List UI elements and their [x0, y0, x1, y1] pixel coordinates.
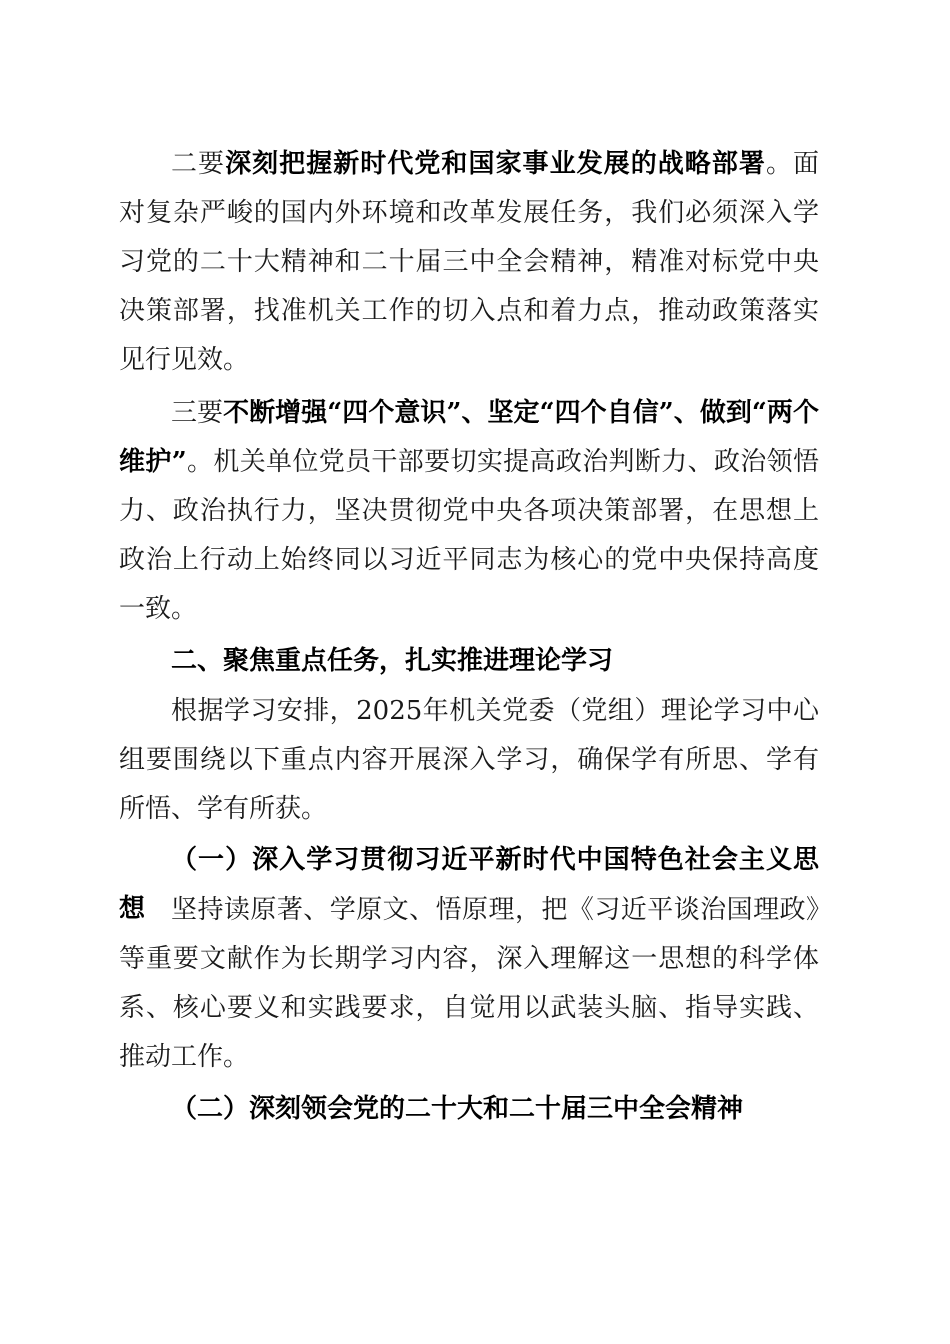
section-heading-2: 二、聚焦重点任务，扎实推进理论学习 [171, 646, 614, 676]
paragraph-strategic-deployment [119, 140, 819, 385]
subsection-heading-2: （二）深刻领会党的二十大和二十届三中全会精神 [171, 1094, 744, 1124]
paragraph-study-arrangement: 根据学习安排，2025年机关党委（党组）理论学习中心组要围绕以下重点内容开展深入学习，确保学有所思、学有所悟、学有所获。 [119, 696, 819, 824]
paragraph-lead: 三要 [171, 398, 224, 428]
paragraph-lead: 二要 [171, 149, 226, 179]
paragraph-emphasis: 不断增强“四个意识”、坚定“四个自信”、做到“两个维护” [119, 398, 819, 477]
paragraph-emphasis: 深刻把握新时代党和国家事业发展的战略部署 [225, 149, 766, 179]
paragraph-body: 。面对复杂严峻的国内外环境和改革发展任务，我们必须深入学习党的二十大精神和二十届三中全会精神，精准对标党中央决策部署，找准机关工作的切入点和着力点，推动政策落实见行见效。 [119, 149, 819, 375]
paragraph-read-originals: 坚持读原著、学原文、悟原理，把《习近平谈治国理政》等重要文献作为长期学习内容，深入理解这一思想的科学体系、核心要义和实践要求，自觉用以武装头脑、指导实践、推动工作。 [119, 895, 819, 1072]
paragraph-body: 。机关单位党员干部要切实提高政治判断力、政治领悟力、政治执行力，坚决贯彻党中央各项决策部署，在思想上政治上行动上始终同以习近平同志为核心的党中央保持高度一致。 [119, 447, 819, 624]
paragraph-four-consciousness [119, 389, 819, 634]
subsection-heading-1: （一）深入学习贯彻习近平新时代中国特色社会主义思想 [119, 845, 819, 924]
